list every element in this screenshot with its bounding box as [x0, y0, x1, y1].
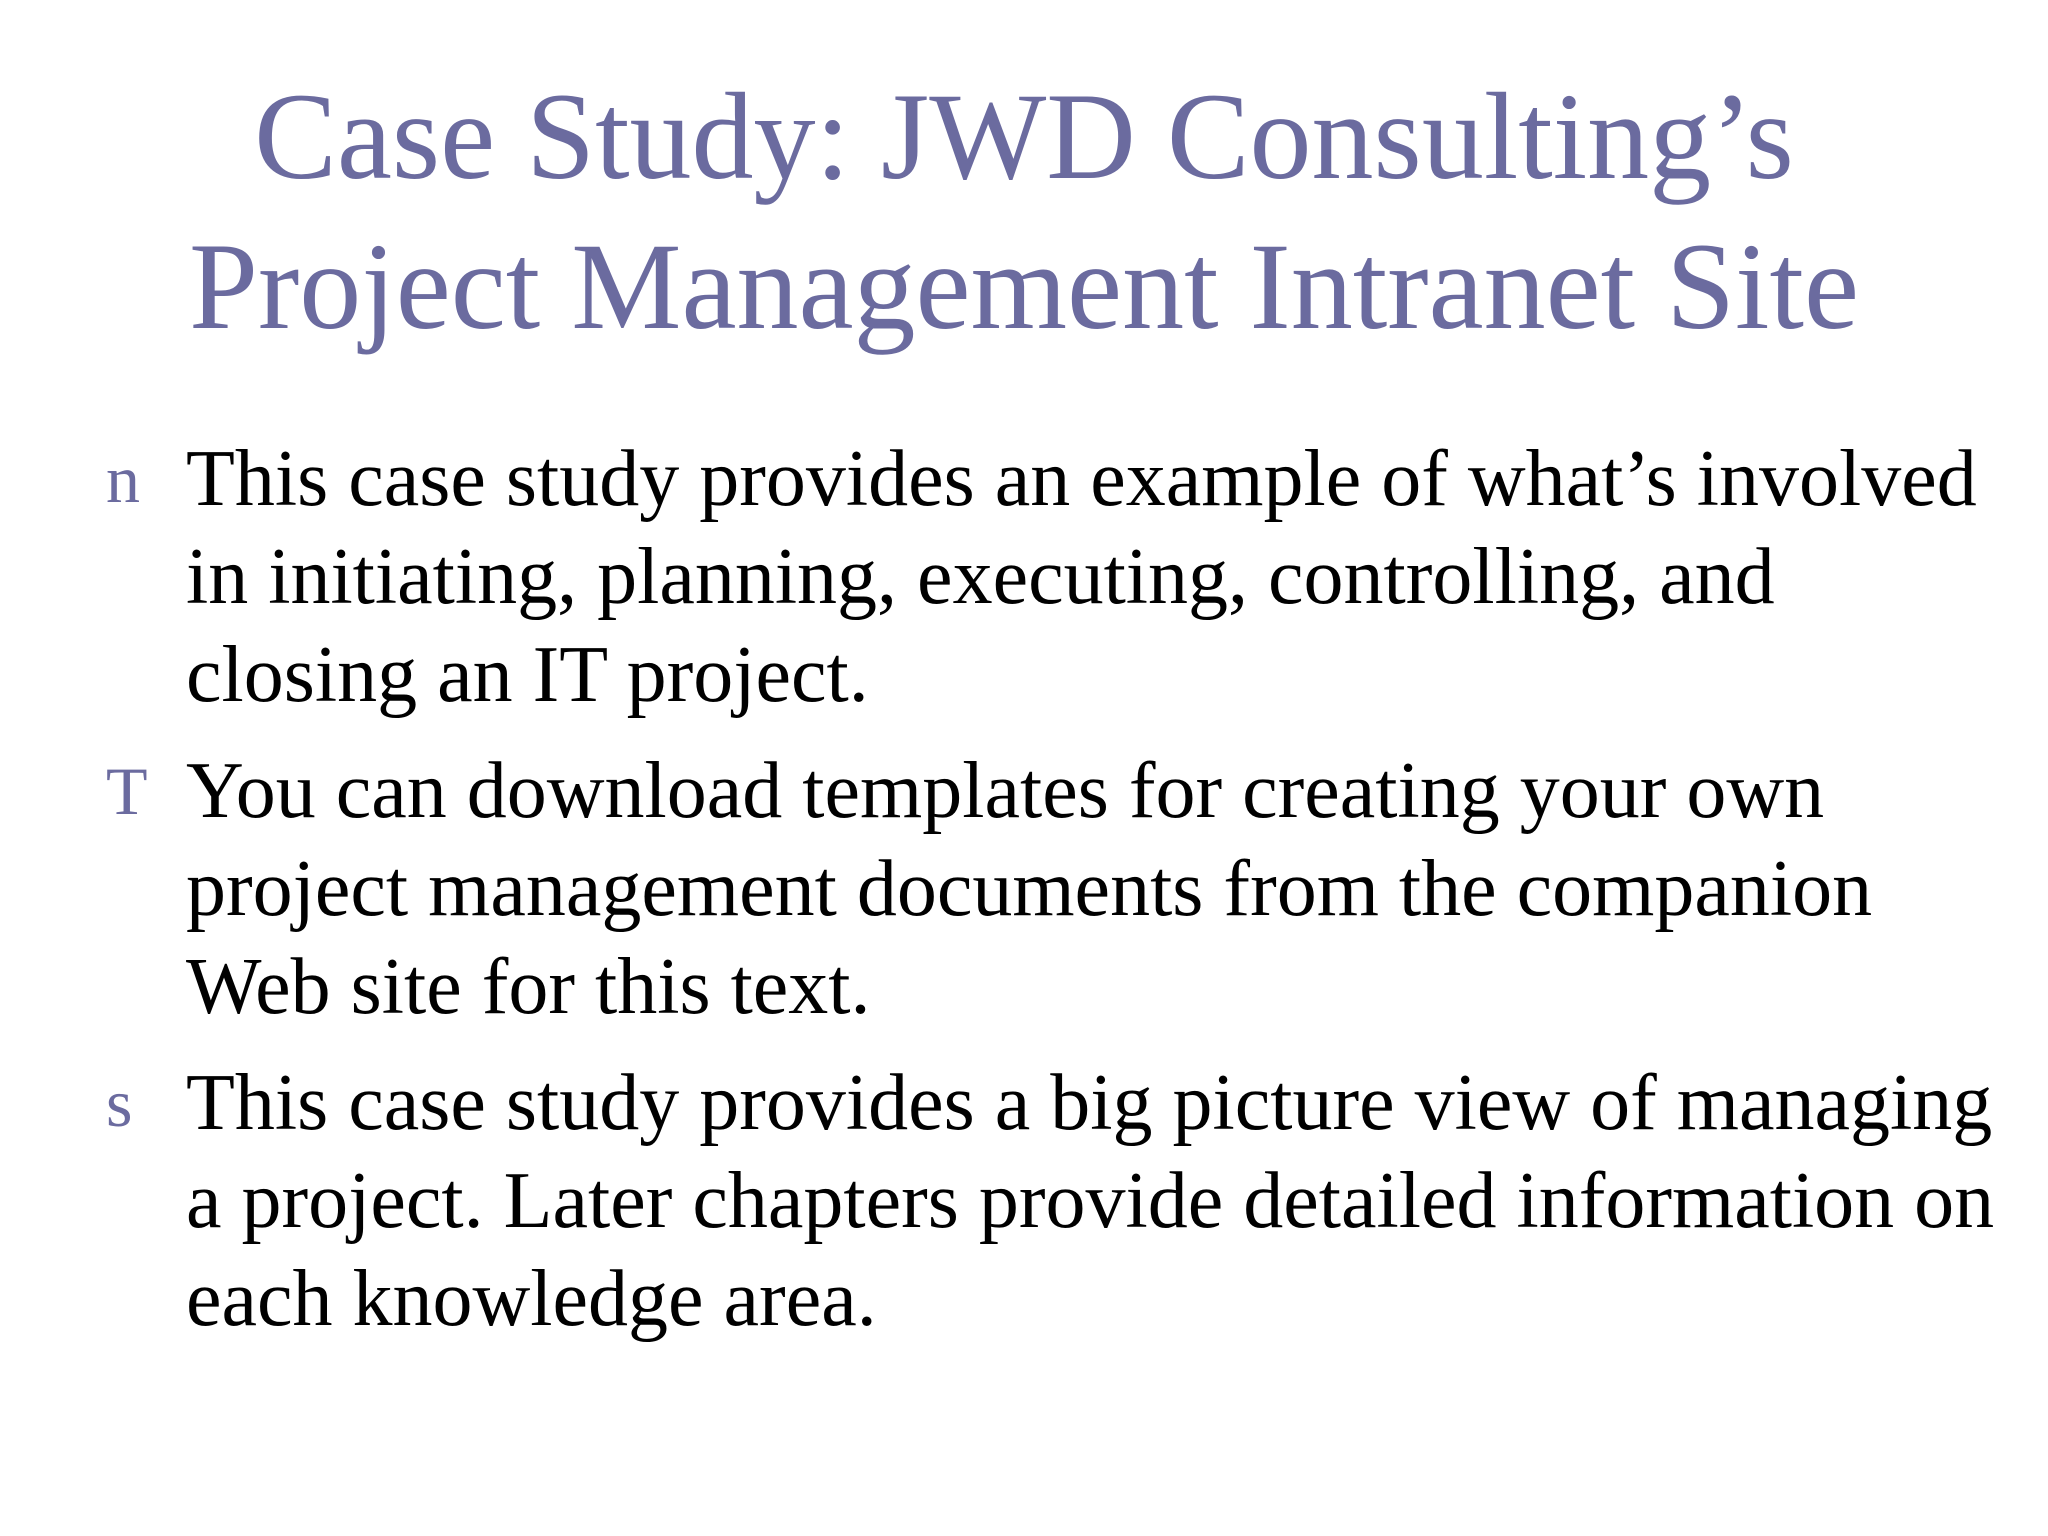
slide-title-line-1: Case Study: JWD Consulting’s	[254, 68, 1794, 205]
slide-title	[0, 62, 2048, 362]
bullet-text: This case study provides an example of what’s involved in initiating, planning, executing, controlling, and closing an IT project.	[186, 435, 1977, 719]
bullet-text: You can download templates for creating your own project management documents from the companion Web site for this text.	[186, 747, 1873, 1031]
slide-title-line-2: Project Management Intranet Site	[188, 218, 1859, 355]
bullet-item-1	[100, 430, 2000, 724]
bullet-item-2	[100, 742, 2000, 1036]
bullet-list	[100, 430, 2000, 1366]
bullet-marker-icon: s	[106, 1065, 133, 1141]
bullet-marker-icon: T	[106, 753, 148, 829]
bullet-text: This case study provides a big picture view of managing a project. Later chapters provide detailed information on each knowledge area.	[186, 1059, 1995, 1343]
bullet-marker-icon: n	[106, 441, 140, 517]
bullet-item-3	[100, 1054, 2000, 1348]
